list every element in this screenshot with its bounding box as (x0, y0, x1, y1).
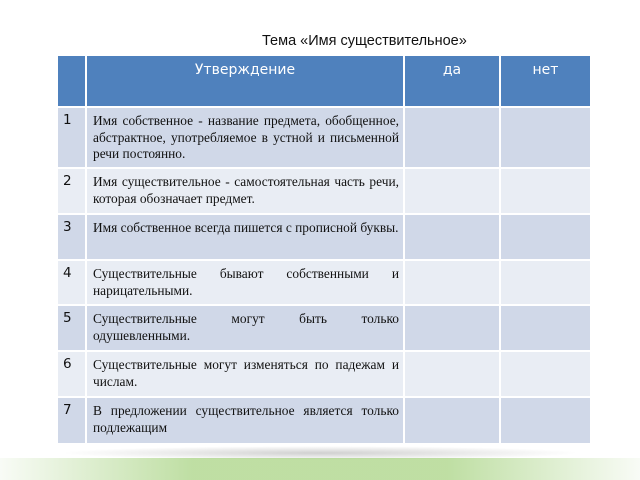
slide-title: Тема «Имя существительное» (262, 33, 467, 49)
row-number: 6 (57, 351, 86, 397)
row-number: 4 (57, 260, 86, 305)
yes-answer-cell[interactable] (404, 260, 500, 305)
table-row (57, 260, 591, 305)
yes-answer-cell[interactable] (404, 107, 500, 168)
yes-answer-cell[interactable] (404, 214, 500, 260)
no-answer-cell[interactable] (500, 168, 591, 214)
table-row (57, 107, 591, 168)
row-statement: Имя существительное - самостоятельная часть речи, которая обозначает предмет. (86, 168, 404, 214)
yes-answer-cell[interactable] (404, 168, 500, 214)
table-row (57, 351, 591, 397)
row-statement: Существительные могут быть только одушевленными. (86, 305, 404, 351)
no-answer-cell[interactable] (500, 214, 591, 260)
table-row (57, 214, 591, 260)
header-yes: да (404, 55, 500, 107)
row-statement: В предложении существительное является только подлежащим (86, 397, 404, 444)
yes-answer-cell[interactable] (404, 305, 500, 351)
table-row (57, 305, 591, 351)
header-number (57, 55, 86, 107)
quiz-table (56, 54, 592, 445)
row-number: 7 (57, 397, 86, 444)
row-statement: Существительные могут изменяться по падежам и числам. (86, 351, 404, 397)
row-statement: Существительные бывают собственными и нарицательными. (86, 260, 404, 305)
header-no: нет (500, 55, 591, 107)
row-statement: Имя собственное всегда пишется с прописной буквы. (86, 214, 404, 260)
row-number: 3 (57, 214, 86, 260)
no-answer-cell[interactable] (500, 305, 591, 351)
row-statement: Имя собственное - название предмета, обобщенное, абстрактное, употребляемое в устной и письменной речи постоянно. (86, 107, 404, 168)
header-row (57, 55, 591, 107)
yes-answer-cell[interactable] (404, 351, 500, 397)
row-number: 5 (57, 305, 86, 351)
yes-answer-cell[interactable] (404, 397, 500, 444)
header-statement: Утверждение (86, 55, 404, 107)
row-number: 2 (57, 168, 86, 214)
no-answer-cell[interactable] (500, 397, 591, 444)
table-row (57, 397, 591, 444)
no-answer-cell[interactable] (500, 351, 591, 397)
row-number: 1 (57, 107, 86, 168)
no-answer-cell[interactable] (500, 260, 591, 305)
table-row (57, 168, 591, 214)
footer-green-glow (0, 458, 640, 480)
no-answer-cell[interactable] (500, 107, 591, 168)
